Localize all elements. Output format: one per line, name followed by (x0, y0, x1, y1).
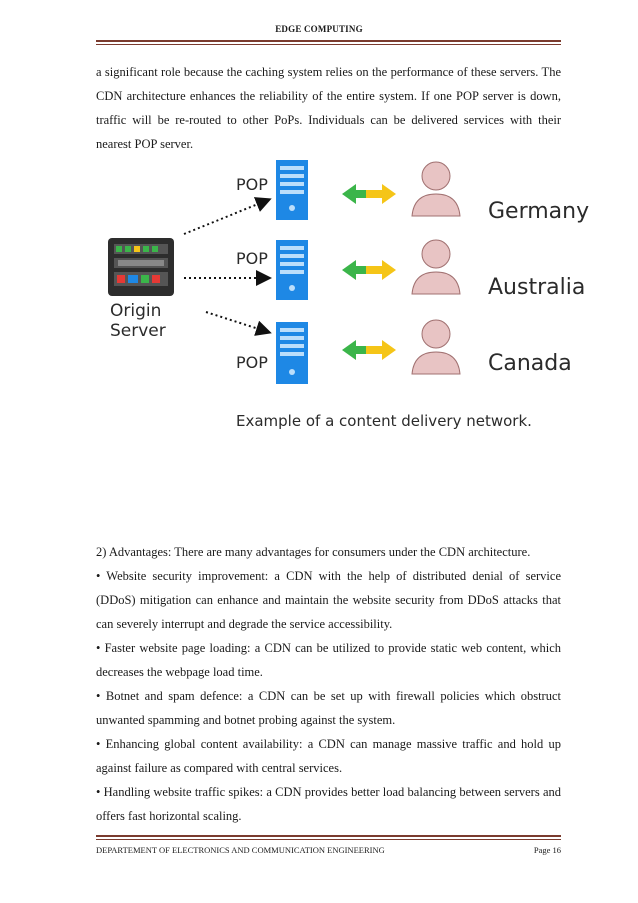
advantage-item: • Botnet and spam defence: a CDN can be set up with firewall policies which obstruct unwanted spamming and botnet probing against the system. (96, 689, 561, 727)
figure-caption: Example of a content delivery network. (236, 412, 532, 430)
advantages-intro: 2) Advantages: There are many advantages for consumers under the CDN architecture. (96, 545, 531, 559)
user-icon (412, 240, 460, 294)
page-number: Page 16 (533, 845, 561, 855)
page-header: EDGE COMPUTING (275, 24, 363, 34)
arrow-to-pop-3 (206, 312, 268, 332)
footer-rule (96, 835, 561, 837)
advantage-item: • Enhancing global content availability: a CDN can manage massive traffic and hold up against failure as compared with central services. (96, 737, 561, 775)
country-label: Australia (488, 275, 586, 300)
pop-server-icon (276, 160, 308, 220)
bidirectional-arrow-icon (342, 184, 396, 204)
intro-paragraph: a significant role because the caching system relies on the performance of these servers. The CDN architecture enhances the reliability of the entire system. If one POP server is down, traffic will be re-routed to other PoPs. Individuals can be delivered services with their nearest POP server. (96, 65, 561, 151)
advantage-item: • Website security improvement: a CDN with the help of distributed denial of service (DDoS) mitigation can enhance and maintain the website security from DDoS attacks that can severely interrupt and degrade the service accessibility. (96, 569, 561, 631)
advantages-section (96, 540, 561, 828)
header-rule-thin (96, 44, 561, 45)
origin-label-line1: Origin (110, 301, 162, 321)
bidirectional-arrow-icon (342, 340, 396, 360)
origin-server-icon (108, 238, 174, 296)
footer-department: DEPARTEMENT OF ELECTRONICS AND COMMUNICATION ENGINEERING (96, 845, 385, 855)
pop-label: POP (236, 249, 268, 268)
pop-label: POP (236, 175, 268, 194)
cdn-diagram (96, 152, 596, 442)
country-label: Canada (488, 351, 572, 376)
origin-label-line2: Server (110, 321, 166, 341)
advantage-item: • Handling website traffic spikes: a CDN provides better load balancing between servers and offers fast horizontal scaling. (96, 785, 561, 823)
arrow-to-pop-1 (184, 200, 268, 234)
user-icon (412, 162, 460, 216)
country-label: Germany (488, 199, 590, 224)
bidirectional-arrow-icon (342, 260, 396, 280)
user-icon (412, 320, 460, 374)
footer-rule-thin (96, 839, 561, 840)
pop-label: POP (236, 353, 268, 372)
header-rule (96, 40, 561, 42)
advantage-item: • Faster website page loading: a CDN can be utilized to provide static web content, which decreases the webpage load time. (96, 641, 561, 679)
pop-server-icon (276, 240, 308, 300)
pop-server-icon (276, 322, 308, 384)
